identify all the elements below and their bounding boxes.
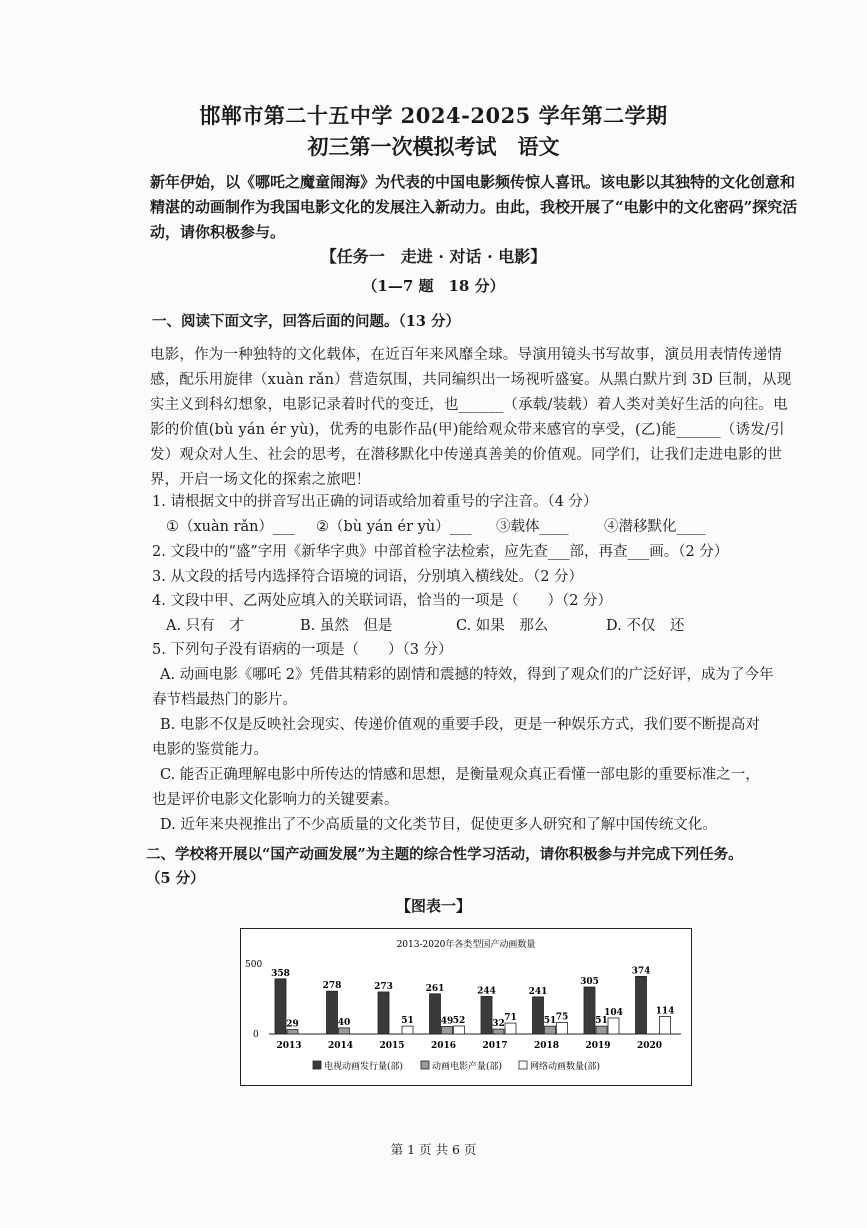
data-label: 51 [595,1016,608,1027]
q5-option-c-line2: 也是评价电影文化影响力的关键要素。 [152,792,399,808]
data-label: 32 [492,1019,505,1030]
x-tick-label: 2016 [430,1041,457,1051]
data-label: 51 [401,1016,414,1027]
legend-swatch [421,1061,429,1069]
q1-item-4: ④潜移默化____ [604,519,706,535]
bar [584,987,595,1034]
reading-passage: 电影，作为一种独特的文化载体，在近百年来风靡全球。导演用镜头书写故事，演员用表情传递情感，配乐用旋律（xuàn rǎn）营造氛围，共同编织出一场视听盛宴。从黑白默片到 3D 巨制，从现实主义到科幻想象，电影记录着时代的变迁，也______（承载/装载）着人类对美好生活的向往。电影的价值(bù yán ér yù)，优秀的电影作品(甲)能给观众带来感官的享受，(乙)能______（诱发/引发）观众对人生、社会的思考，在潜移默化中传递真善美的价值观。同学们，让我们走进电影的世界，开启一场文化的探索之旅吧！ [150,347,792,488]
legend-label: 动画电影产量(部) [432,1062,503,1072]
bar [660,1016,671,1034]
bar [596,1026,607,1034]
bar [275,979,286,1034]
question-5: 5. 下列句子没有语病的一项是（ ）（3 分） [152,642,453,658]
x-tick-label: 2015 [379,1041,405,1051]
bar [505,1023,516,1034]
q4-option-d: D. 不仅 还 [606,618,685,634]
x-tick-label: 2017 [482,1041,508,1051]
chart-svg [241,929,691,1085]
chart-title: 2013-2020年各类型国产动画数量 [396,940,536,950]
data-label: 273 [374,981,393,992]
legend-swatch [519,1061,527,1069]
data-label: 71 [504,1013,517,1024]
animation-chart [240,928,692,1086]
exam-title: 邯郸市第二十五中学 2024-2025 学年第二学期 [199,103,668,128]
legend-label: 网络动画数量(部) [530,1062,601,1072]
data-label: 374 [631,966,651,977]
data-label: 241 [528,986,548,997]
intro-paragraph: 新年伊始，以《哪吒之魔童闹海》为代表的中国电影频传惊人喜讯。该电影以其独特的文化创意和精湛的动画制作为我国电影文化的发展注入新动力。由此，我校开展了“电影中的文化密码”探究活动，请你积极参与。 [150,173,798,241]
data-label: 114 [655,1006,675,1017]
q5-option-a-line1: A. 动画电影《哪吒 2》凭借其精彩的剧情和震撼的特效，得到了观众们的广泛好评，成为了今年 [160,667,774,683]
q5-option-b-line2: 电影的鉴赏能力。 [152,742,268,758]
bar [402,1026,413,1034]
legend-label: 电视动画发行量(部) [324,1062,404,1072]
y-tick-label: 500 [245,960,263,970]
q4-option-a: A. 只有 才 [166,618,244,634]
chart-label: 【图表一】 [395,897,471,915]
task1-range: （1—7 题 18 分） [362,277,505,295]
section2-heading: 二、学校将开展以“国产动画发展”为主题的综合性学习活动，请你积极参与并完成下列任务。 [146,846,743,863]
y-tick-label: 0 [253,1030,259,1040]
x-tick-label: 2019 [585,1041,611,1051]
bar [545,1026,556,1034]
bar [287,1030,298,1034]
bar [493,1029,504,1034]
q5-option-c-line1: C. 能否正确理解电影中所传达的情感和思想，是衡量观众真正看懂一部电影的重要标准之一， [160,767,760,783]
data-label: 104 [604,1007,623,1018]
data-label: 358 [271,968,290,979]
question-2: 2. 文段中的“盛”字用《新华字典》中部首检字法检索，应先查___部，再查___画。（2 分） [152,544,729,560]
bar [557,1022,568,1034]
q4-option-b: B. 虽然 但是 [300,618,393,634]
legend-swatch [313,1061,321,1069]
data-label: 49 [440,1016,454,1027]
bar [454,1026,465,1034]
q1-item-2: ②（bù yán ér yù）___ [316,519,472,535]
bar [442,1026,453,1034]
data-label: 244 [477,986,496,997]
bar [533,997,544,1034]
q5-option-b-line1: B. 电影不仅是反映社会现实、传递价值观的重要手段，更是一种娱乐方式，我们要不断提高对 [160,717,760,733]
data-label: 51 [543,1016,557,1027]
q4-option-c: C. 如果 那么 [456,618,549,634]
data-label: 40 [337,1017,351,1028]
task1-title: 【任务一 走进 · 对话 · 电影】 [320,247,547,266]
data-label: 261 [425,983,445,994]
data-label: 278 [322,981,342,992]
data-label: 29 [286,1019,299,1030]
bar [636,976,647,1034]
x-tick-label: 2020 [636,1041,663,1051]
question-3: 3. 从文段的括号内选择符合语境的词语，分别填入横线处。（2 分） [152,569,584,585]
section1-heading: 一、阅读下面文字，回答后面的问题。（13 分） [152,313,460,330]
data-label: 305 [580,977,599,988]
page-footer: 第 1 页 共 6 页 [390,1142,477,1157]
bar [430,994,441,1034]
q1-item-1: ①（xuàn rǎn）___ [166,519,295,535]
x-tick-label: 2018 [533,1041,560,1051]
data-label: 52 [452,1015,466,1026]
question-1: 1. 请根据文中的拼音写出正确的词语或给加着重号的字注音。（4 分） [152,494,598,510]
bar [608,1018,619,1034]
data-label: 75 [555,1012,569,1023]
bar [378,992,389,1034]
exam-subtitle: 初三第一次模拟考试 语文 [307,134,560,159]
x-tick-label: 2014 [327,1041,354,1051]
q1-item-3: ③载体____ [496,519,569,535]
q5-option-a-line2: 春节档最热门的影片。 [152,692,297,708]
bar [339,1028,350,1034]
bar [481,996,492,1034]
x-tick-label: 2013 [276,1041,302,1051]
bar [327,991,338,1034]
question-4: 4. 文段中甲、乙两处应填入的关联词语，恰当的一项是（ ）（2 分） [152,593,613,609]
section2-heading-score: （5 分） [146,870,205,887]
q5-option-d: D. 近年来央视推出了不少高质量的文化类节目，促使更多人研究和了解中国传统文化。 [160,817,717,833]
